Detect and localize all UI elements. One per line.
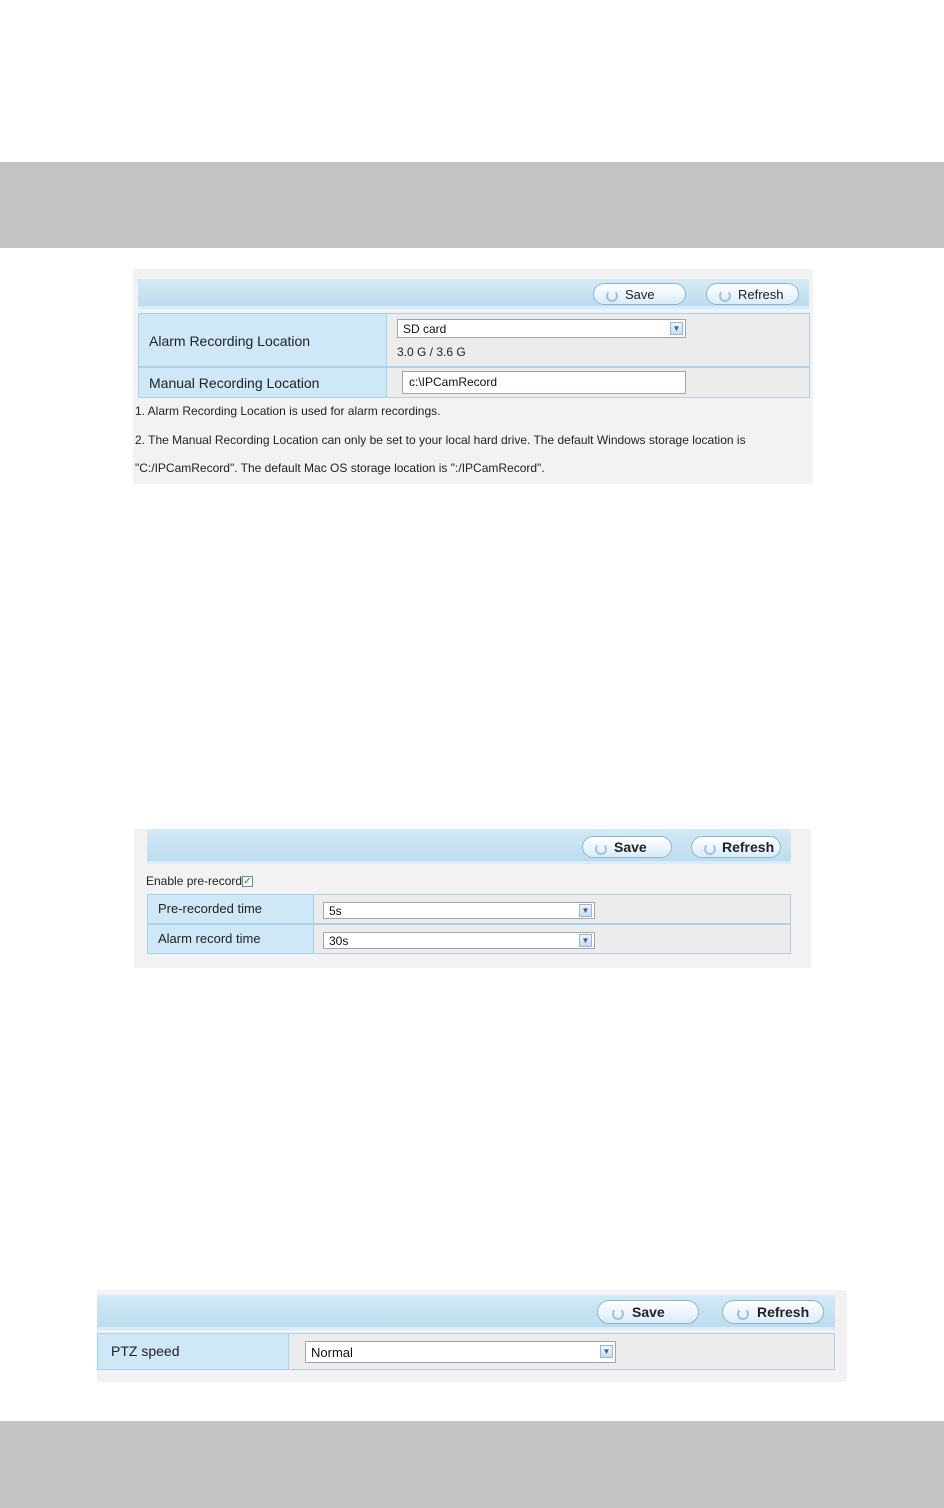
note-2: 2. The Manual Recording Location can only be set to your local hard drive. The default Windows storage location is [135,433,746,447]
note-3: "C:/IPCamRecord". The default Mac OS storage location is ":/IPCamRecord". [135,461,545,475]
ptz-speed-select[interactable] [305,1341,616,1363]
refresh-circle-icon [719,290,731,302]
chevron-down-icon: ▼ [579,934,592,947]
refresh-button[interactable] [691,836,781,858]
ptz-speed-label-cell [98,1334,289,1369]
refresh-button-label: Refresh [757,1304,810,1320]
alarm-recording-location-row [138,313,810,367]
toolbar [138,279,809,309]
pre-recorded-time-label-cell [148,895,314,923]
refresh-button[interactable] [722,1300,824,1324]
pre-record-panel [134,829,811,968]
manual-recording-location-label-cell [139,368,387,397]
save-button[interactable] [582,836,672,858]
toolbar [147,829,791,864]
recording-location-panel [133,269,813,484]
alarm-recording-location-label-cell [139,314,387,366]
manual-recording-location-input[interactable] [402,371,686,394]
alarm-recording-location-label: Alarm Recording Location [149,333,311,349]
storage-usage: 3.0 G / 3.6 G [397,345,466,359]
pre-recorded-time-row [147,894,791,924]
checkmark-icon: ✓ [243,876,252,887]
alarm-record-time-value: 30s [329,934,349,948]
refresh-circle-icon [595,843,607,855]
save-button[interactable] [597,1300,699,1324]
chevron-down-icon: ▼ [670,322,683,335]
ptz-speed-row [97,1333,835,1370]
save-button-label: Save [625,287,655,302]
refresh-circle-icon [612,1308,624,1320]
alarm-record-time-row [147,924,791,954]
pre-recorded-time-label: Pre-recorded time [158,901,263,916]
note-1: 1. Alarm Recording Location is used for alarm recordings. [135,404,441,418]
pre-recorded-time-value: 5s [329,904,342,918]
pre-recorded-time-select[interactable] [323,902,595,919]
refresh-circle-icon [606,290,618,302]
refresh-circle-icon [704,843,716,855]
manual-recording-location-row [138,367,810,398]
ptz-speed-panel [97,1290,847,1382]
ptz-speed-value: Normal [311,1345,353,1360]
alarm-recording-location-value: SD card [403,322,447,336]
refresh-circle-icon [737,1308,749,1320]
manual-recording-location-value: c:\IPCamRecord [409,375,498,389]
manual-recording-location-label: Manual Recording Location [149,375,320,391]
enable-pre-record-checkbox[interactable] [242,876,253,887]
header-band [0,162,944,248]
save-button-label: Save [632,1304,665,1320]
alarm-record-time-label-cell [148,925,314,953]
alarm-recording-location-select[interactable] [397,319,686,338]
enable-pre-record-label: Enable pre-record [146,874,243,888]
alarm-record-time-select[interactable] [323,932,595,949]
chevron-down-icon: ▼ [579,904,592,917]
refresh-button[interactable] [706,283,799,305]
alarm-record-time-label: Alarm record time [158,931,261,946]
footer-band [0,1421,944,1508]
chevron-down-icon: ▼ [600,1345,613,1358]
toolbar [97,1295,835,1330]
refresh-button-label: Refresh [722,839,775,855]
save-button-label: Save [614,839,647,855]
ptz-speed-label: PTZ speed [111,1343,180,1359]
refresh-button-label: Refresh [738,287,784,302]
save-button[interactable] [593,283,686,305]
